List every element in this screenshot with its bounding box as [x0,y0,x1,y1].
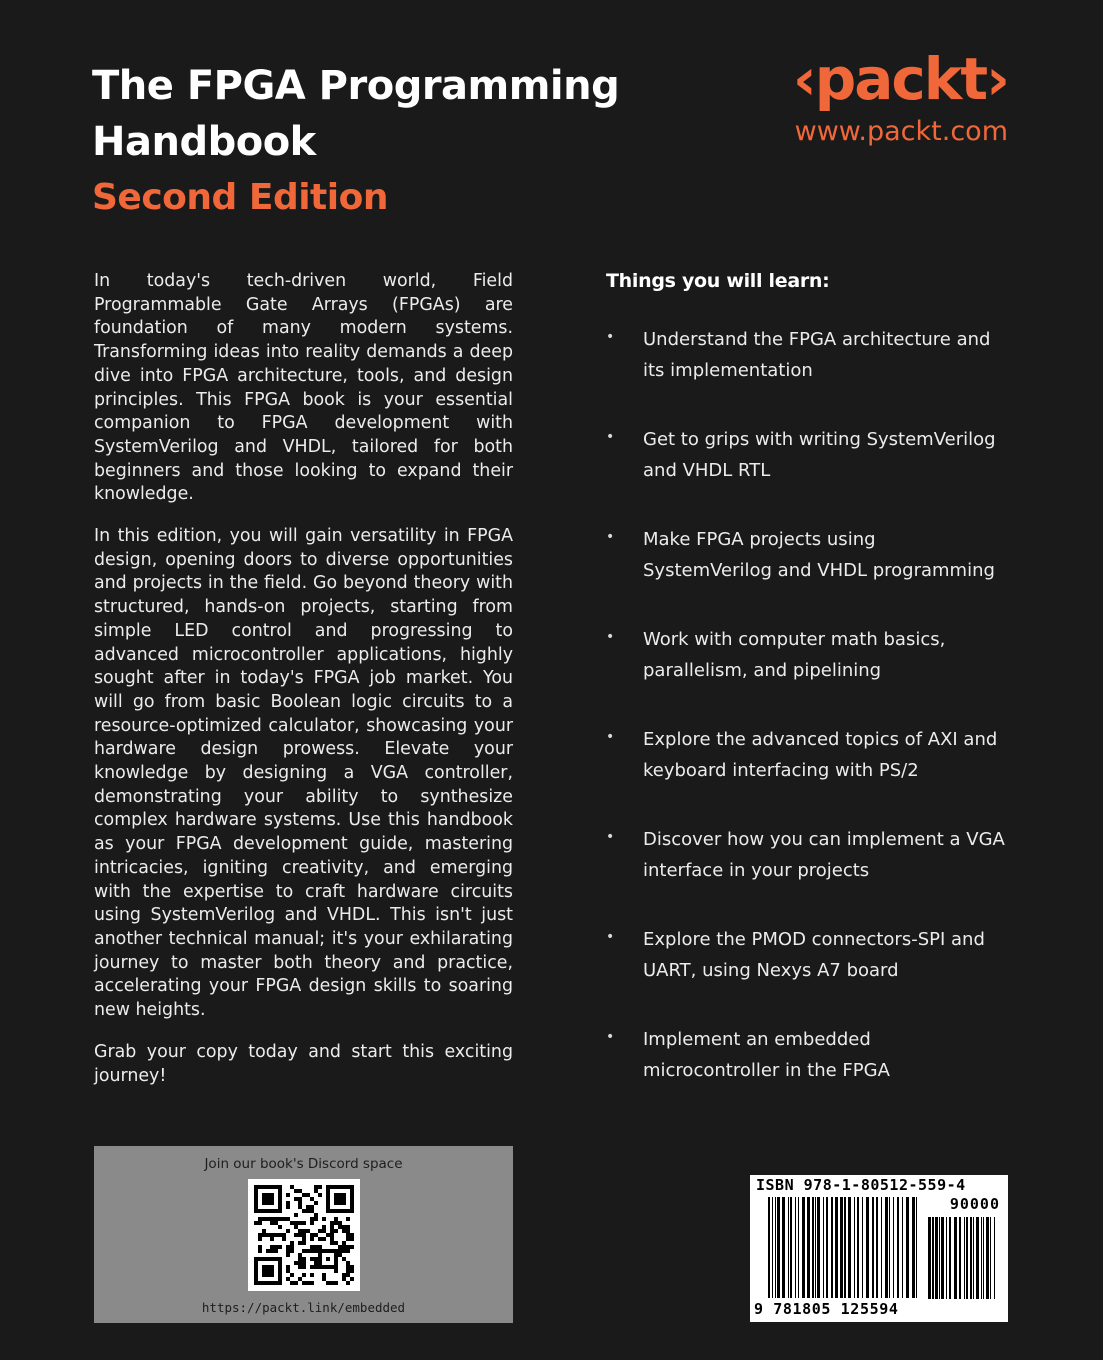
learn-list [606,324,1016,1124]
bullet-icon: • [606,829,615,845]
isbn-barcode [750,1175,1008,1322]
item-line1: Implement an embedded [643,1029,871,1050]
description-paragraph-2: In this edition, you will gain versatility in FPGA design, opening doors to diverse opportunities and projects in the field. Go beyond theory with structured, hands-on projects, starting from simple LED control and progressing to advanced microcontroller applications, highly sought after in today's FPGA job market. You will go from basic Boolean logic circuits to a resource-optimized calculator, showcasing your hardware design prowess. Elevate your knowledge by designing a VGA controller, demonstrating your ability to synthesize complex hardware systems. Use this handbook as your FPGA development guide, mastering intricacies, igniting creativity, and emerging with the expertise to craft hardware circuits using SystemVerilog and VHDL. This isn't just another technical manual; it's your exhilarating journey to master both theory and practice, accelerating your FPGA design skills to soaring new heights. [94,526,513,1021]
description-paragraph-3: Grab your copy today and start this exciting journey! [94,1041,513,1086]
price-code: 90000 [949,1195,1000,1213]
book-description [94,270,513,1106]
barcode-icon [768,1197,920,1298]
item-line1: Explore the advanced topics of AXI and [643,729,998,750]
list-item [606,624,1016,724]
discord-panel [94,1146,513,1323]
item-line2: UART, using Nexys A7 board [643,960,899,981]
list-item [606,424,1016,524]
bullet-icon: • [606,1029,615,1045]
bullet-icon: • [606,929,615,945]
item-line1: Understand the FPGA architecture and [643,329,991,350]
description-paragraph-1: In today's tech-driven world, Field Programmable Gate Arrays (FPGAs) are foundation of many modern systems. Transforming ideas into reality demands a deep dive into FPGA architecture, tools, and design principles. This FPGA book is your essential companion to FPGA development with SystemVerilog and VHDL, tailored for both beginners and those looking to expand their knowledge. [94,271,513,505]
qr-code-icon [254,1185,354,1285]
list-item [606,724,1016,824]
book-title-line1: The FPGA Programming [92,63,620,109]
item-line2: parallelism, and pipelining [643,660,882,681]
title-block [92,58,652,224]
item-line1: Work with computer math basics, [643,629,946,650]
publisher-brand [793,44,1008,147]
learn-heading: Things you will learn: [606,270,830,292]
item-line2: microcontroller in the FPGA [643,1060,890,1081]
item-line1: Explore the PMOD connectors-SPI and [643,929,985,950]
item-line2: and VHDL RTL [643,460,771,481]
item-line2: keyboard interfacing with PS/2 [643,760,919,781]
item-line2: its implementation [643,360,813,381]
edition-label: Second Edition [92,177,388,218]
learning-outcomes [606,270,1016,1124]
qr-code[interactable] [248,1179,360,1291]
bullet-icon: • [606,529,615,545]
bullet-icon: • [606,629,615,645]
item-line2: interface in your projects [643,860,870,881]
list-item [606,824,1016,924]
discord-link[interactable]: https://packt.link/embedded [201,1300,406,1315]
publisher-url[interactable]: www.packt.com [794,116,1008,147]
list-item [606,324,1016,424]
barcode-addon-icon [928,1217,1000,1299]
list-item [606,524,1016,624]
item-line1: Discover how you can implement a VGA [643,829,1005,850]
item-line1: Get to grips with writing SystemVerilog [643,429,996,450]
item-line1: Make FPGA projects using [643,529,876,550]
packt-logo: ‹packt› [792,45,1008,113]
bullet-icon: • [606,329,615,345]
list-item [606,1024,1016,1124]
item-line2: SystemVerilog and VHDL programming [643,560,995,581]
discord-label: Join our book's Discord space [204,1156,403,1172]
list-item [606,924,1016,1024]
bullet-icon: • [606,429,615,445]
barcode-digits: 9 781805 125594 [754,1300,899,1318]
book-title-line2: Handbook [92,119,316,165]
bullet-icon: • [606,729,615,745]
isbn-label: ISBN 978-1-80512-559-4 [756,1176,966,1194]
